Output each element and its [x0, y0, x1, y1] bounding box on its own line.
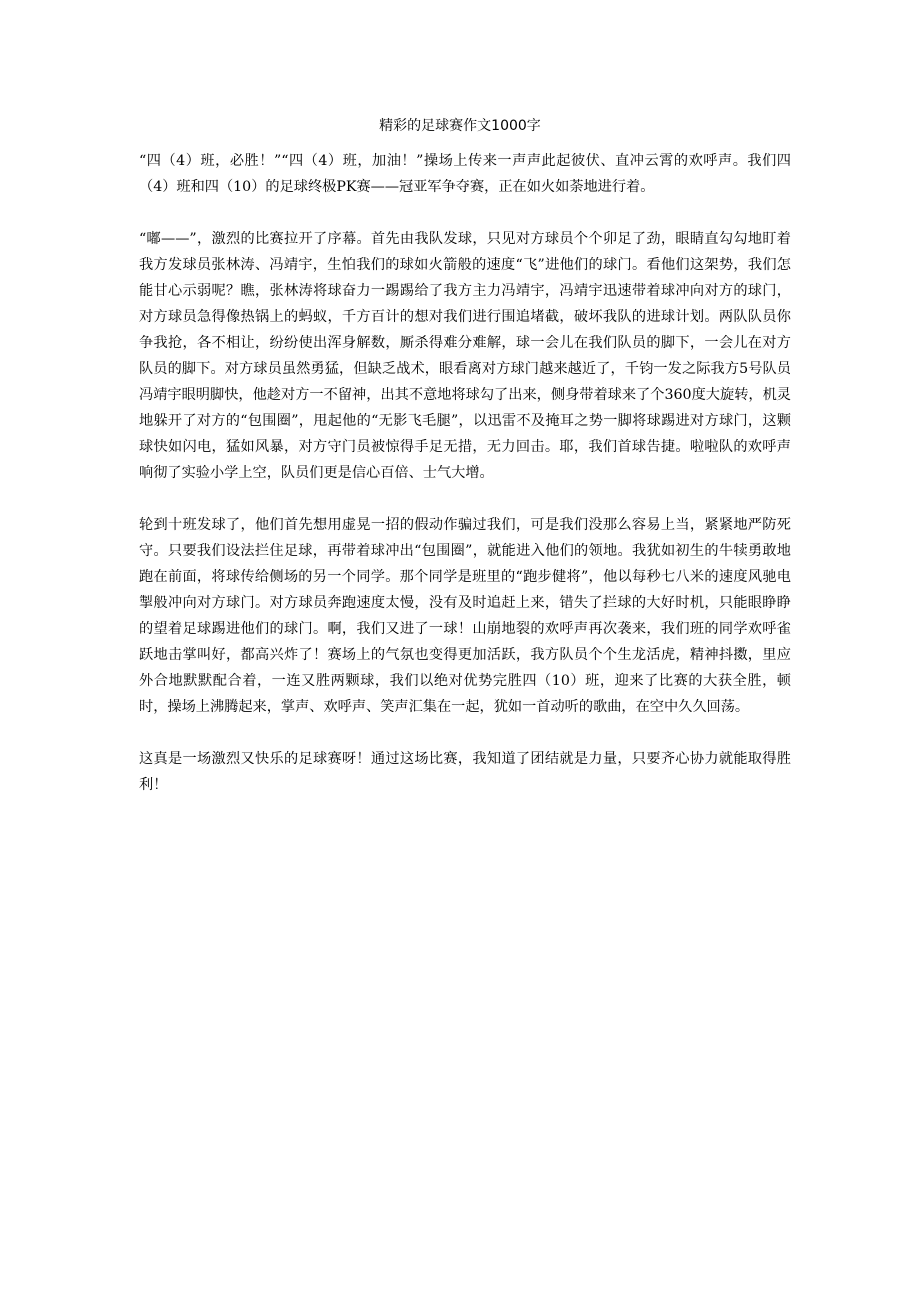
- paragraph-first-goal: “嘟——”，激烈的比赛拉开了序幕。首先由我队发球，只见对方球员个个卯足了劲，眼睛直勾勾地盯着我方发球员张林涛、冯靖宇，生怕我们的球如火箭般的速度“飞”进他们的球门。看他们这架势，我们怎能甘心示弱呢？瞧，张林涛将球奋力一踢踢给了我方主力冯靖宇，冯靖宇迅速带着球冲向对方的球门，对方球员急得像热锅上的蚂蚁，千方百计的想对我们进行围追堵截，破坏我队的进球计划。两队队员你争我抢，各不相让，纷纷使出浑身解数，厮杀得难分难解，球一会儿在我们队员的脚下，一会儿在对方队员的脚下。对方球员虽然勇猛，但缺乏战术，眼看离对方球门越来越近了，千钧一发之际我方5号队员冯靖宇眼明脚快，他趁对方一不留神，出其不意地将球勾了出来，侧身带着球来了个360度大旋转，机灵地躲开了对方的“包围圈”，甩起他的“无影飞毛腿”，以迅雷不及掩耳之势一脚将球踢进对方球门，这颗球快如闪电，猛如风暴，对方守门员被惊得手足无措，无力回击。耶，我们首球告捷。啦啦队的欢呼声响彻了实验小学上空，队员们更是信心百倍、士气大增。: [139, 231, 791, 481]
- document-body: [139, 148, 791, 824]
- paragraph-opening: “四（4）班，必胜！”“四（4）班，加油！”操场上传来一声声此起彼伏、直冲云霄的欢呼声。我们四（4）班和四（10）的足球终极PK赛——冠亚军争夺赛，正在如火如荼地进行着。: [139, 153, 791, 195]
- document-title: 精彩的足球赛作文1000字: [379, 118, 541, 134]
- paragraph-second-half: 轮到十班发球了，他们首先想用虚晃一招的假动作骗过我们，可是我们没那么容易上当，紧紧地严防死守。只要我们设法拦住足球，再带着球冲出“包围圈”，就能进入他们的领地。我犹如初生的牛犊勇敢地跑在前面，将球传给侧场的另一个同学。那个同学是班里的“跑步健将”，他以每秒七八米的速度风驰电掣般冲向对方球门。对方球员奔跑速度太慢，没有及时追赶上来，错失了拦球的大好时机，只能眼睁睁的望着足球踢进他们的球门。啊，我们又进了一球！山崩地裂的欢呼声再次袭来，我们班的同学欢呼雀跃地击掌叫好，都高兴炸了！赛场上的气氛也变得更加活跃，我方队员个个生龙活虎，精神抖擞，里应外合地默默配合着，一连又胜两颗球，我们以绝对优势完胜四（10）班，迎来了比赛的大获全胜，顿时，操场上沸腾起来，掌声、欢呼声、笑声汇集在一起，犹如一首动听的歌曲，在空中久久回荡。: [139, 517, 791, 715]
- paragraph-conclusion: 这真是一场激烈又快乐的足球赛呀！通过这场比赛，我知道了团结就是力量，只要齐心协力就能取得胜利！: [139, 751, 791, 793]
